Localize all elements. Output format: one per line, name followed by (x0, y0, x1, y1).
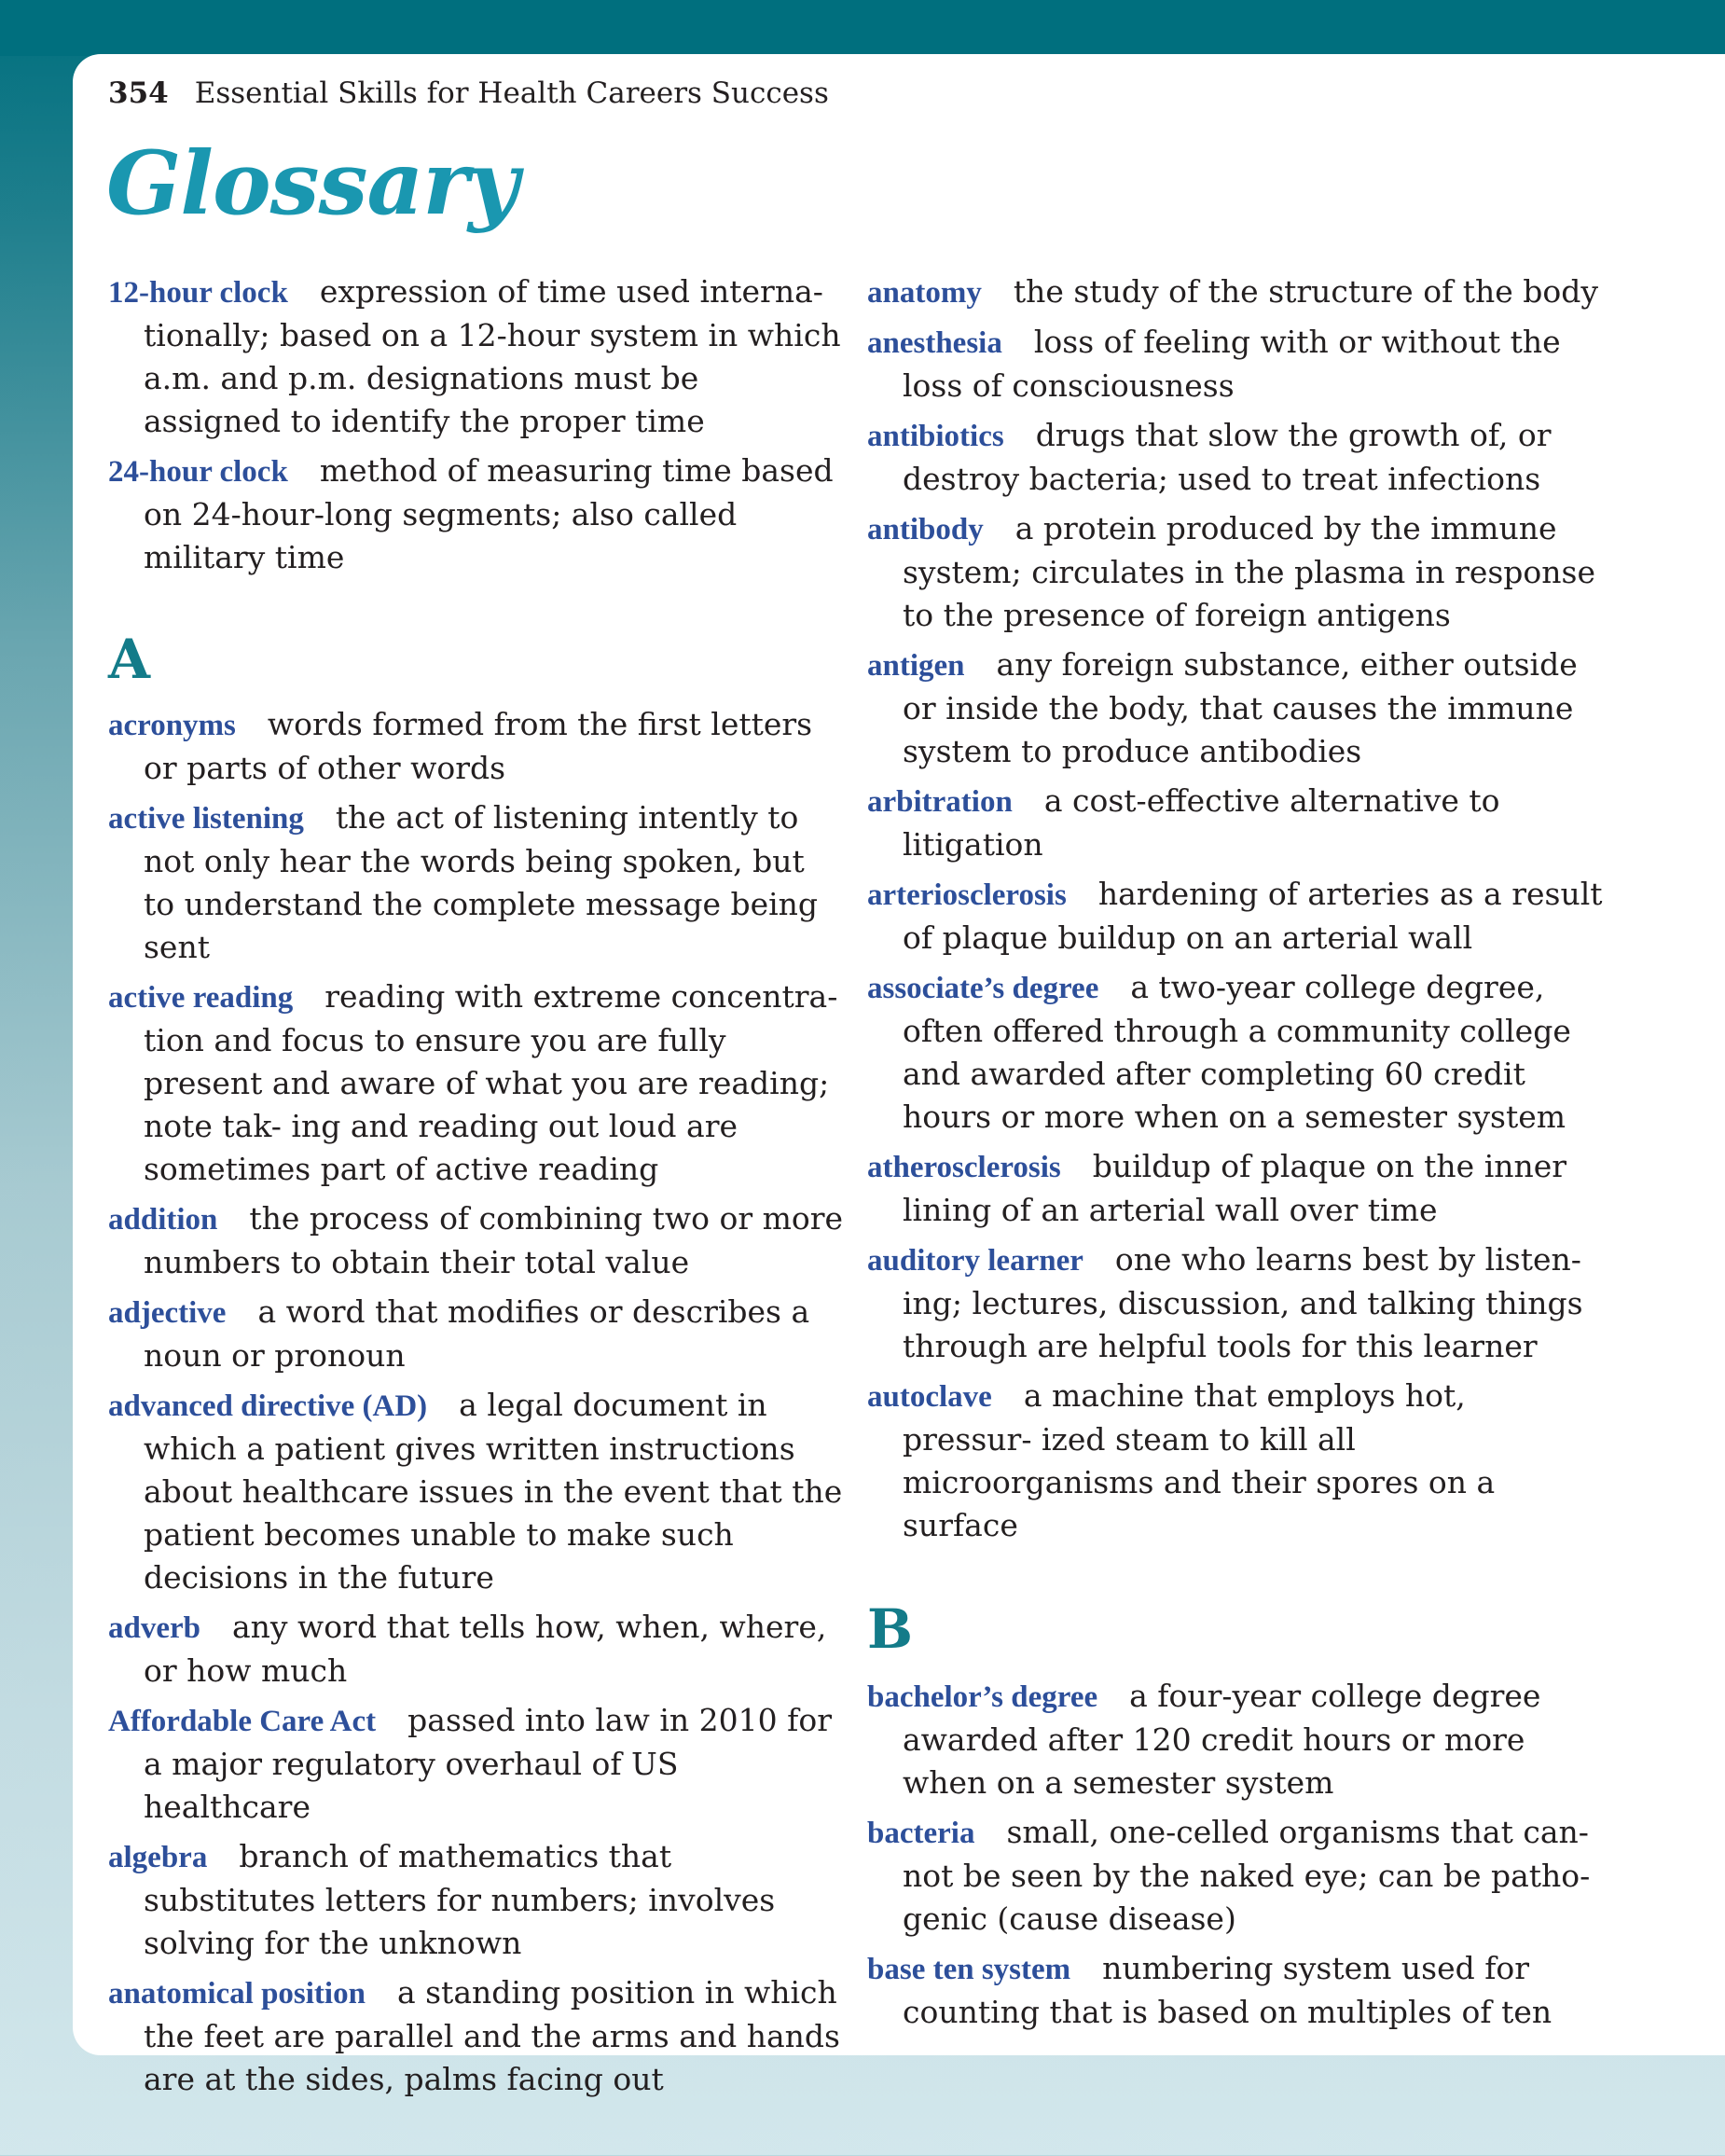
glossary-term: 24-hour clock (108, 455, 288, 489)
glossary-definition: small, one-celled organisms that can- not be seen by the naked eye; can be patho- genic (cause disease) (903, 1814, 1591, 1937)
glossary-definition: a cost-effective alternative to litigation (903, 782, 1500, 863)
glossary-term: anatomical position (108, 1977, 366, 2011)
glossary-definition: the process of combining two or more numbers to obtain their total value (144, 1200, 844, 1280)
glossary-definition: a four-year college degree awarded after 120 credit hours or more when on a semester system (903, 1678, 1541, 1801)
glossary-entry (108, 1384, 845, 1599)
glossary-entry (108, 270, 845, 443)
glossary-definition: branch of mathematics that substitutes letters for numbers; involves solving for the unknown (144, 1838, 776, 1961)
running-head (108, 76, 829, 110)
glossary-term: antigen (867, 649, 965, 683)
glossary-entry (867, 873, 1604, 960)
glossary-entry (108, 1606, 845, 1693)
glossary-definition: buildup of plaque on the inner lining of an arterial wall over time (903, 1148, 1567, 1228)
glossary-term: antibody (867, 513, 984, 546)
glossary-term: adverb (108, 1611, 200, 1645)
glossary-entry (108, 796, 845, 969)
glossary-definition: numbering system used for counting that is based on multiples of ten (903, 1950, 1552, 2030)
glossary-definition: a machine that employs hot, pressur- ized steam to kill all microorganisms and their spores on a surface (903, 1377, 1496, 1543)
glossary-term: bachelor’s degree (867, 1680, 1098, 1714)
glossary-definition: any foreign substance, either outside or inside the body, that causes the immune system to produce antibodies (903, 646, 1578, 769)
glossary-definition: the study of the structure of the body (1013, 273, 1599, 310)
glossary-definition: a standing position in which the feet are parallel and the arms and hands are at the sides, palms facing out (144, 1974, 840, 2097)
glossary-definition: hardening of arteries as a result of plaque buildup on an arterial wall (903, 876, 1603, 956)
glossary-entry (867, 1238, 1604, 1368)
glossary-entry (108, 1699, 845, 1829)
glossary-definition: a legal document in which a patient gives written instructions about healthcare issues in the event that the patient becomes unable to make such decisions in the future (144, 1387, 843, 1596)
glossary-term: arteriosclerosis (867, 878, 1067, 912)
glossary-term: auditory learner (867, 1244, 1083, 1278)
glossary-term: arbitration (867, 785, 1013, 819)
page-number: 354 (108, 76, 169, 110)
glossary-term: 12-hour clock (108, 276, 288, 310)
top-color-band (0, 0, 1725, 56)
glossary-entry (108, 975, 845, 1191)
left-column (108, 270, 845, 2108)
glossary-definition: loss of feeling with or without the loss of consciousness (903, 324, 1561, 404)
glossary-definition: the act of listening intently to not only hear the words being spoken, but to understand the complete message being sent (144, 799, 819, 965)
glossary-definition: a word that modifies or describes a noun or pronoun (144, 1293, 810, 1374)
glossary-term: active reading (108, 981, 294, 1015)
glossary-definition: method of measuring time based on 24-hour-long segments; also called military time (144, 452, 834, 575)
glossary-definition: any word that tells how, when, where, or how much (144, 1609, 827, 1689)
glossary-term: associate’s degree (867, 972, 1099, 1005)
glossary-definition: drugs that slow the growth of, or destroy bacteria; used to treat infections (903, 417, 1552, 497)
glossary-entry (108, 449, 845, 579)
glossary-term: Affordable Care Act (108, 1705, 377, 1738)
glossary-entry (867, 1947, 1604, 2034)
glossary-entry (867, 966, 1604, 1139)
glossary-entry (867, 643, 1604, 773)
glossary-term: anesthesia (867, 326, 1002, 360)
glossary-definition: a protein produced by the immune system; circulates in the plasma in response to the presence of foreign antigens (903, 510, 1596, 633)
glossary-entry (867, 1811, 1604, 1941)
glossary-term: advanced directive (AD) (108, 1389, 428, 1423)
glossary-entry (867, 270, 1604, 314)
glossary-definition: expression of time used interna- tionally; based on a 12-hour system in which a.m. and p.m. designations must be assigned to identify the proper time (144, 273, 841, 439)
glossary-definition: passed into law in 2010 for a major regulatory overhaul of US healthcare (144, 1702, 832, 1825)
glossary-definition: words formed from the first letters or parts of other words (144, 706, 813, 786)
glossary-definition: one who learns best by listen- ing; lectures, discussion, and talking things through are helpful tools for this learner (903, 1241, 1583, 1364)
glossary-entry (867, 1375, 1604, 1547)
section-letter-a: A (108, 628, 151, 691)
glossary-definition: a two-year college degree, often offered through a community college and awarded after completing 60 credit hours or more when on a semester system (903, 969, 1571, 1135)
glossary-entry (867, 780, 1604, 866)
book-title: Essential Skills for Health Careers Success (194, 76, 829, 110)
glossary-entry (867, 321, 1604, 408)
glossary-entry (867, 1675, 1604, 1804)
glossary-term: autoclave (867, 1380, 992, 1414)
glossary-term: algebra (108, 1841, 208, 1874)
glossary-term: atherosclerosis (867, 1151, 1061, 1184)
glossary-term: bacteria (867, 1817, 975, 1850)
glossary-term: active listening (108, 802, 304, 836)
glossary-entry (867, 414, 1604, 501)
section-letter-b: B (867, 1597, 914, 1661)
glossary-term: base ten system (867, 1953, 1071, 1986)
glossary-entry (108, 1291, 845, 1377)
glossary-term: addition (108, 1203, 218, 1237)
right-column (867, 270, 1604, 2040)
glossary-entry (867, 1145, 1604, 1232)
page-title: Glossary (106, 132, 518, 235)
glossary-entry (108, 703, 845, 790)
glossary-entry (108, 1971, 845, 2101)
glossary-term: acronyms (108, 709, 236, 742)
glossary-entry (867, 507, 1604, 637)
glossary-entry (108, 1197, 845, 1284)
glossary-term: anatomy (867, 276, 982, 310)
glossary-entry (108, 1835, 845, 1965)
glossary-term: adjective (108, 1296, 227, 1330)
glossary-definition: reading with extreme concentra- tion and focus to ensure you are fully present and aware of what you are reading; note tak- ing and reading out loud are sometimes part of active reading (144, 978, 838, 1187)
glossary-term: antibiotics (867, 420, 1004, 453)
